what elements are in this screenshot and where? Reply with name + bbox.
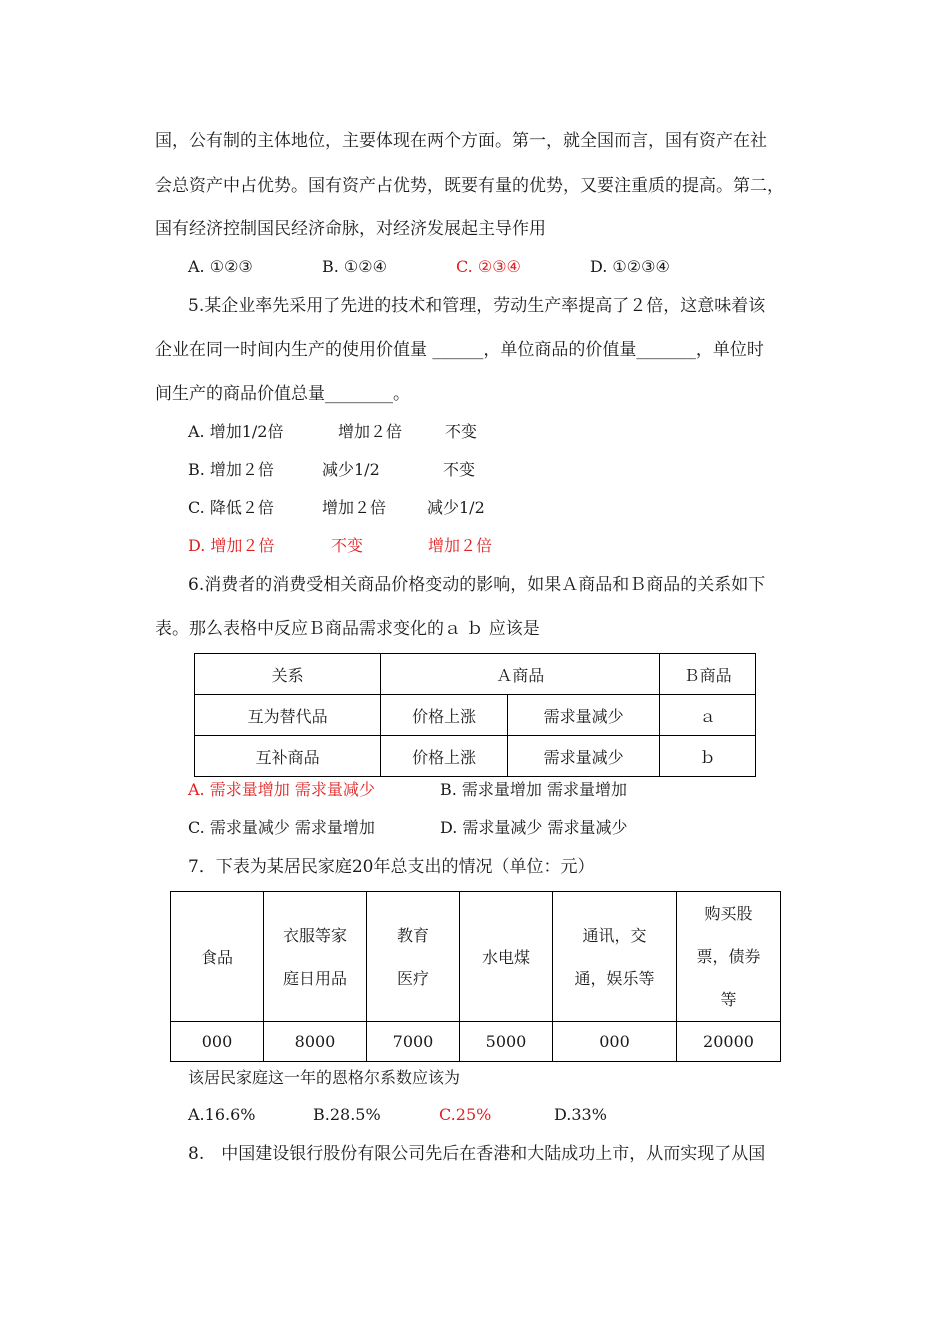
q7-table [170,891,781,1062]
q5-option-c-3: 减少1/2 [427,498,485,517]
question-6-line: 表。那么表格中反应Ｂ商品需求变化的ａ ｂ 应该是 [155,619,540,639]
table-cell: 互为替代品 [195,695,381,736]
q6-option-d: D. 需求量减少 需求量减少 [440,818,628,837]
q5-option-c: C. 降低２倍 [188,498,274,517]
q7-option-d: D.33% [554,1105,607,1124]
table-header: Ｂ商品 [660,654,756,695]
question-6-line: 6.消费者的消费受相关商品价格变动的影响，如果Ａ商品和Ｂ商品的关系如下 [188,575,766,595]
table-cell: 价格上涨 [381,736,508,777]
q5-option-a-2: 增加２倍 [338,422,403,441]
paragraph-line: 国有经济控制国民经济命脉，对经济发展起主导作用 [155,219,546,239]
question-7-prompt: 该居民家庭这一年的恩格尔系数应该为 [188,1068,461,1087]
q5-option-d-answer: D. 增加２倍 [188,536,275,555]
question-8-line: 8. 中国建设银行股份有限公司先后在香港和大陆成功上市，从而实现了从国 [188,1144,766,1164]
q5-option-a: A. 增加1/2倍 [188,422,284,441]
table-header: 水电煤 [460,892,553,1022]
paragraph-line: 会总资产中占优势。国有资产占优势，既要有量的优势，又要注重质的提高。第二， [155,176,784,196]
table-header: 衣服等家 庭日用品 [264,892,367,1022]
table-cell: 000 [171,1022,264,1062]
table-cell: 需求量减少 [507,736,659,777]
paragraph-line: 国，公有制的主体地位，主要体现在两个方面。第一，就全国而言，国有资产在社 [155,131,767,151]
q5-option-c-2: 增加２倍 [322,498,387,517]
table-header: Ａ商品 [381,654,660,695]
table-header: 购买股 票，债券 等 [677,892,781,1022]
table-cell: 20000 [677,1022,781,1062]
q6-option-b: B. 需求量增加 需求量增加 [440,780,628,799]
table-header: 教育 医疗 [367,892,460,1022]
table-cell: 5000 [460,1022,553,1062]
q5-option-d-answer-2: 不变 [331,536,364,555]
q7-option-a: A.16.6% [188,1105,256,1124]
question-5-line: 间生产的商品价值总量________。 [155,384,410,404]
table-cell: 需求量减少 [507,695,659,736]
question-5-line: 企业在同一时间内生产的使用价值量 ______，单位商品的价值量_______，单位时 [155,340,764,360]
q5-option-b-2: 减少1/2 [322,460,380,479]
table-cell: ｂ [660,736,756,777]
q7-option-b: B.28.5% [313,1105,381,1124]
table-cell: ａ [660,695,756,736]
table-cell: 8000 [264,1022,367,1062]
question-7-line: 7．下表为某居民家庭20年总支出的情况（单位：元） [188,857,595,877]
table-header: 通讯，交 通，娱乐等 [553,892,677,1022]
q5-option-b: B. 增加２倍 [188,460,274,479]
table-cell: 价格上涨 [381,695,508,736]
table-header: 食品 [171,892,264,1022]
q6-option-a-answer: A. 需求量增加 需求量减少 [188,780,375,799]
q4-option-b: B. ①②④ [322,257,387,276]
q6-table [194,653,756,777]
q5-option-a-3: 不变 [445,422,478,441]
table-cell: 000 [553,1022,677,1062]
q5-option-d-answer-3: 增加２倍 [428,536,493,555]
q4-option-d: D. ①②③④ [590,257,670,276]
q7-option-c-answer: C.25% [439,1105,492,1124]
table-cell: 互补商品 [195,736,381,777]
q6-option-c: C. 需求量减少 需求量增加 [188,818,375,837]
table-header: 关系 [195,654,381,695]
q4-option-c-answer: C. ②③④ [456,257,521,276]
table-cell: 7000 [367,1022,460,1062]
question-5-line: 5.某企业率先采用了先进的技术和管理，劳动生产率提高了２倍，这意味着该 [188,296,766,316]
q4-option-a: A. ①②③ [188,257,253,276]
q5-option-b-3: 不变 [443,460,476,479]
